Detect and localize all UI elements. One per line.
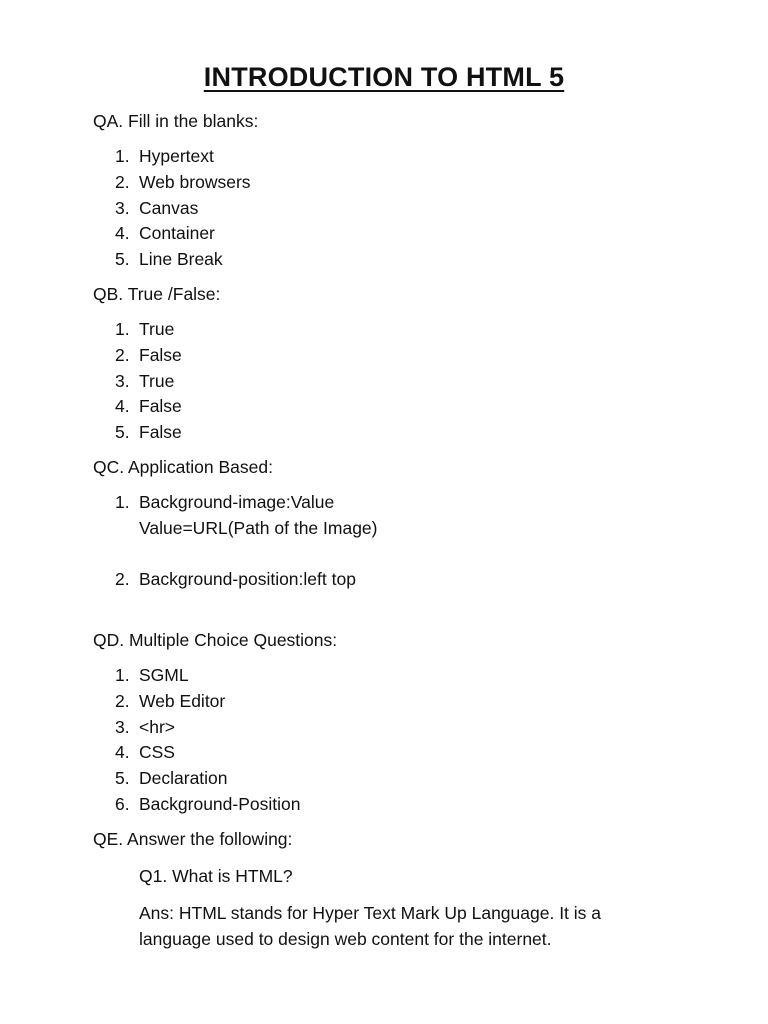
item-number: 2. (115, 690, 130, 711)
list-item (93, 144, 713, 170)
item-text: SGML (139, 665, 189, 685)
item-text: True (139, 319, 175, 339)
item-text: False (139, 344, 182, 365)
item-number: 3. (115, 197, 130, 218)
item-text: <hr> (139, 716, 175, 737)
list-item (93, 369, 713, 395)
list-item (93, 490, 713, 542)
item-number: 1. (115, 146, 130, 166)
section-qc (93, 456, 713, 593)
item-text-continued: Value=URL(Path of the Image) (139, 517, 378, 538)
item-number: 5. (115, 768, 130, 789)
list-item (93, 394, 713, 420)
list-spacer (93, 542, 713, 568)
item-number: 4. (115, 223, 130, 244)
item-number: 3. (115, 716, 130, 737)
item-text: Line Break (139, 249, 223, 270)
item-text: Background-Position (139, 793, 301, 814)
item-number: 5. (115, 249, 130, 270)
list-item (93, 247, 713, 273)
item-text: Hypertext (139, 146, 214, 166)
section-qb (93, 283, 713, 446)
list-item (93, 567, 713, 593)
section-heading-qb: QB. True /False: (93, 284, 221, 304)
section-qe (93, 828, 713, 952)
list-item (93, 317, 713, 343)
item-number: 4. (115, 742, 130, 763)
item-text: Web browsers (139, 171, 251, 192)
answer-text: Ans: HTML stands for Hyper Text Mark Up Language. It is a language used to design web content for the internet. (139, 903, 602, 949)
item-number: 1. (115, 665, 130, 685)
section-heading-qc: QC. Application Based: (93, 457, 273, 477)
item-text: Canvas (139, 197, 199, 218)
answer-list-qc (93, 490, 713, 593)
item-text: Container (139, 223, 215, 244)
answer-list-qd (93, 663, 713, 818)
list-item (93, 715, 713, 741)
item-number: 4. (115, 396, 130, 417)
item-number: 5. (115, 422, 130, 443)
item-number: 1. (115, 319, 130, 339)
item-number: 2. (115, 171, 130, 192)
list-item (93, 740, 713, 766)
list-item (93, 663, 713, 689)
list-item (93, 196, 713, 222)
item-text: CSS (139, 742, 175, 763)
item-text: Web Editor (139, 690, 226, 711)
item-text: Background-image:Value (139, 492, 335, 512)
answer-list-qb (93, 317, 713, 446)
item-text: False (139, 396, 182, 417)
answer-list-qa (93, 144, 713, 273)
item-number: 3. (115, 370, 130, 391)
section-heading-qe: QE. Answer the following: (93, 829, 293, 849)
list-item (93, 420, 713, 446)
item-text: False (139, 422, 182, 443)
section-heading-qd: QD. Multiple Choice Questions: (93, 630, 338, 650)
section-qd (93, 629, 713, 818)
item-text: Background-position:left top (139, 569, 356, 590)
item-text: Declaration (139, 768, 228, 789)
list-item (93, 343, 713, 369)
list-item (93, 689, 713, 715)
item-number: 2. (115, 344, 130, 365)
list-item (93, 792, 713, 818)
list-item (93, 221, 713, 247)
list-item (93, 170, 713, 196)
item-number: 6. (115, 793, 130, 814)
list-item (93, 766, 713, 792)
item-number: 2. (115, 569, 130, 590)
section-qa (93, 110, 713, 273)
section-heading-qa: QA. Fill in the blanks: (93, 111, 259, 131)
item-number: 1. (115, 492, 130, 512)
page-title: INTRODUCTION TO HTML 5 (203, 62, 565, 92)
question-answer-block (139, 864, 713, 952)
question-text: Q1. What is HTML? (139, 866, 293, 886)
item-text: True (139, 370, 175, 391)
